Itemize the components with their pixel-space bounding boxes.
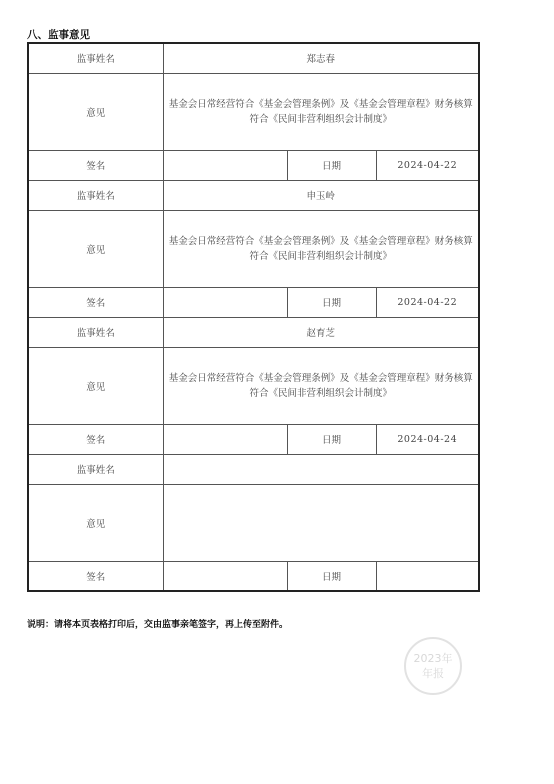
- signature-field[interactable]: [163, 424, 287, 454]
- supervisor-name-value[interactable]: [163, 454, 479, 484]
- date-label: 日期: [287, 150, 376, 180]
- signature-row: [28, 424, 479, 454]
- stamp-label: 年报: [422, 667, 444, 680]
- supervisor-name-label: 监事姓名: [28, 317, 163, 347]
- date-label: 日期: [287, 561, 376, 591]
- opinion-label: 意见: [28, 210, 163, 287]
- date-value: 2024-04-22: [376, 287, 479, 317]
- supervisor-name-label: 监事姓名: [28, 180, 163, 210]
- opinion-label: 意见: [28, 73, 163, 150]
- date-value: 2024-04-22: [376, 150, 479, 180]
- opinion-label: 意见: [28, 484, 163, 561]
- opinion-text: 基金会日常经营符合《基金会管理条例》及《基金会管理章程》财务核算符合《民间非营利组织会计制度》: [163, 73, 479, 150]
- supervisor-name-row: [28, 317, 479, 347]
- signature-label: 签名: [28, 424, 163, 454]
- supervisor-name-row: [28, 43, 479, 73]
- opinion-text[interactable]: [163, 484, 479, 561]
- annual-report-stamp: [404, 637, 462, 695]
- signature-row: [28, 287, 479, 317]
- supervisor-name-value: 郑志春: [163, 43, 479, 73]
- signature-label: 签名: [28, 287, 163, 317]
- date-label: 日期: [287, 287, 376, 317]
- supervisor-name-row: [28, 454, 479, 484]
- opinion-row: [28, 484, 479, 561]
- date-label: 日期: [287, 424, 376, 454]
- supervisor-name-row: [28, 180, 479, 210]
- opinion-text: 基金会日常经营符合《基金会管理条例》及《基金会管理章程》财务核算符合《民间非营利组织会计制度》: [163, 347, 479, 424]
- date-value: 2024-04-24: [376, 424, 479, 454]
- opinion-text: 基金会日常经营符合《基金会管理条例》及《基金会管理章程》财务核算符合《民间非营利组织会计制度》: [163, 210, 479, 287]
- date-value[interactable]: [376, 561, 479, 591]
- signature-row: [28, 150, 479, 180]
- signature-field[interactable]: [163, 561, 287, 591]
- supervisor-name-value: 申玉岭: [163, 180, 479, 210]
- stamp-year: 2023年: [413, 652, 453, 665]
- opinion-label: 意见: [28, 347, 163, 424]
- supervisor-name-value: 赵育芝: [163, 317, 479, 347]
- signature-field[interactable]: [163, 287, 287, 317]
- signature-label: 签名: [28, 150, 163, 180]
- signature-label: 签名: [28, 561, 163, 591]
- section-title: 八、监事意见: [27, 29, 90, 41]
- opinion-row: [28, 347, 479, 424]
- signature-row: [28, 561, 479, 591]
- supervisor-name-label: 监事姓名: [28, 454, 163, 484]
- opinion-row: [28, 210, 479, 287]
- signature-field[interactable]: [163, 150, 287, 180]
- supervisor-opinion-table: [27, 42, 480, 592]
- supervisor-name-label: 监事姓名: [28, 43, 163, 73]
- opinion-row: [28, 73, 479, 150]
- instruction-note: 说明：请将本页表格打印后，交由监事亲笔签字，再上传至附件。: [27, 620, 289, 630]
